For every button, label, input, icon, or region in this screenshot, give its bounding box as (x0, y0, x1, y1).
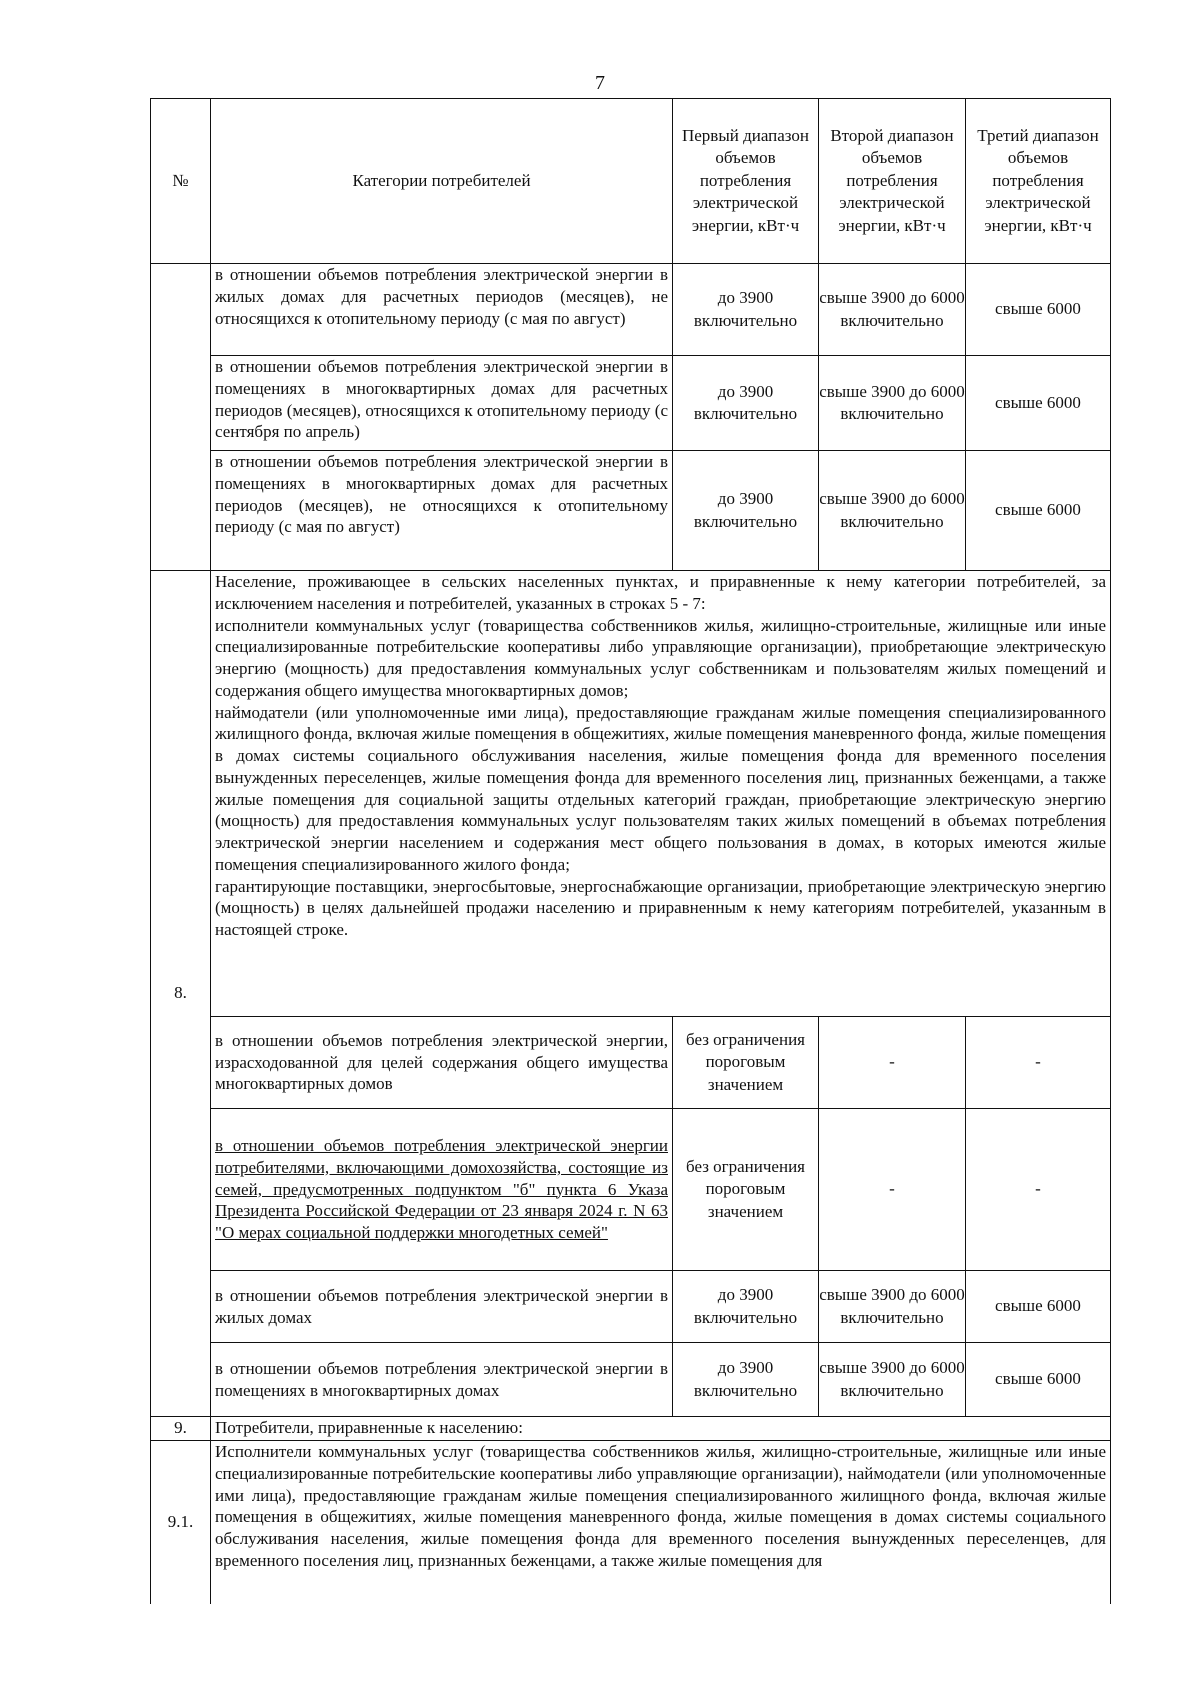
subrow-category-text-underlined: в отношении объемов потребления электрической энергии потребителями, включающими домохозяйства, состоящие из семей, предусмотренных подпунктом "б" пункта 6 Указа Президента Российской Федерации от 23 января 2024 г. N 63 "О мерах социальной поддержки многодетных семей" (215, 1136, 668, 1243)
row-third-range: свыше 6000 (995, 392, 1081, 412)
header-category: Категории потребителей (352, 170, 531, 190)
subrow-third-range: свыше 6000 (995, 1296, 1081, 1316)
row-second-range: свыше 3900 до 6000 включительно (819, 489, 965, 531)
subrow-third-range: - (1035, 1179, 1041, 1199)
subrow-second-range: - (889, 1052, 895, 1072)
paragraph: гарантирующие поставщики, энергосбытовые, энергоснабжающие организации, приобретающие электрическую энергию (мощность) в целях дальнейшей продажи населению и приравненным к нему категориям потребителей, указанным в настоящей строке. (215, 876, 1106, 939)
row-third-range: свыше 6000 (995, 299, 1081, 319)
subrow-second-range: свыше 3900 до 6000 включительно (819, 1285, 965, 1327)
subrow-first-range: до 3900 включительно (693, 1358, 798, 1400)
row-8-description (211, 571, 1110, 1016)
row-category-text: в отношении объемов потребления электрической энергии в помещениях в многоквартирных домах для расчетных периодов (месяцев), относящихся к отопительному периоду (с сентября по апрель) (215, 357, 668, 442)
row-9-description: Потребители, приравненные к населению: (215, 1418, 523, 1437)
subrow-first-range: до 3900 включительно (693, 1285, 798, 1327)
row-number: 9. (174, 1418, 187, 1438)
row-first-range: до 3900 включительно (693, 381, 798, 423)
subrow-first-range: без ограничения пороговым значением (686, 1029, 805, 1094)
row-second-range: свыше 3900 до 6000 включительно (819, 381, 965, 423)
paragraph: исполнители коммунальных услуг (товарищества собственников жилья, жилищно-строительные, жилищные или иные специализированные потребительские кооперативы либо управляющие организации), приобретающие электрическую энергию (мощность) для предоставления коммунальных услуг собственникам и пользователям жилых помещений и содержания общего имущества многоквартирных домов; (215, 615, 1106, 700)
subrow-category-text: в отношении объемов потребления электрической энергии в помещениях в многоквартирных домах (215, 1358, 668, 1400)
row-third-range: свыше 6000 (995, 500, 1081, 520)
subrow-first-range: без ограничения пороговым значением (686, 1156, 805, 1221)
paragraph: Население, проживающее в сельских населенных пунктах, и приравненные к нему категории потребителей, за исключением населения и потребителей, указанных в строках 5 - 7: (215, 572, 1106, 613)
row-first-range: до 3900 включительно (693, 288, 798, 330)
row-number: 9.1. (167, 1512, 194, 1532)
row-number: 8. (174, 983, 187, 1003)
subrow-second-range: - (889, 1179, 895, 1199)
row-9-1-description: Исполнители коммунальных услуг (товарищества собственников жилья, жилищно-строительные, жилищные или иные специализированные потребительские кооперативы либо управляющие организации), наймодатели (или уполномоченные ими лица), предоставляющие гражданам жилые помещения специализированного жилищного фонда, включая жилые помещения в общежитиях, жилые помещения маневренного фонда, жилые помещения в домах системы социального обслуживания населения, жилые помещения фонда для временного поселения вынужденных переселенцев, для временного поселения лиц, признанных беженцами, а также жилые помещения для (215, 1442, 1106, 1570)
header-first-range: Первый диапазон объемов потребления электрической энергии, кВт·ч (681, 125, 810, 235)
subrow-third-range: свыше 6000 (995, 1369, 1081, 1389)
subrow-second-range: свыше 3900 до 6000 включительно (819, 1358, 965, 1400)
row-category-text: в отношении объемов потребления электрической энергии в жилых домах для расчетных периодов (месяцев), не относящихся к отопительному периоду (с мая по август) (215, 265, 668, 328)
header-num: № (172, 170, 189, 190)
subrow-third-range: - (1035, 1052, 1041, 1072)
row-category-text: в отношении объемов потребления электрической энергии в помещениях в многоквартирных домах для расчетных периодов (месяцев), не относящихся к отопительному периоду (с мая по август) (215, 452, 668, 537)
page-number: 7 (595, 72, 605, 94)
subrow-category-text: в отношении объемов потребления электрической энергии, израсходованной для целей содержания общего имущества многоквартирных домов (215, 1030, 668, 1094)
header-third-range: Третий диапазон объемов потребления электрической энергии, кВт·ч (977, 125, 1099, 235)
header-second-range: Второй диапазон объемов потребления электрической энергии, кВт·ч (830, 125, 954, 235)
row-first-range: до 3900 включительно (693, 489, 798, 531)
subrow-category-text: в отношении объемов потребления электрической энергии в жилых домах (215, 1285, 668, 1327)
paragraph: наймодатели (или уполномоченные ими лица), предоставляющие гражданам жилые помещения специализированного жилищного фонда, включая жилые помещения в общежитиях, жилые помещения маневренного фонда, жилые помещения в домах системы социального обслуживания населения, жилые помещения фонда для временного поселения вынужденных переселенцев, жилые помещения фонда для временного поселения лиц, признанных беженцами, а также жилые помещения для социальной защиты отдельных категорий граждан, приобретающие электрическую энергию (мощность) для предоставления коммунальных услуг пользователям таких жилых помещений в объемах потребления электрической энергии населением и содержания мест общего пользования в домах, в которых имеются жилые помещения специализированного жилого фонда; (215, 702, 1106, 874)
row-second-range: свыше 3900 до 6000 включительно (819, 288, 965, 330)
